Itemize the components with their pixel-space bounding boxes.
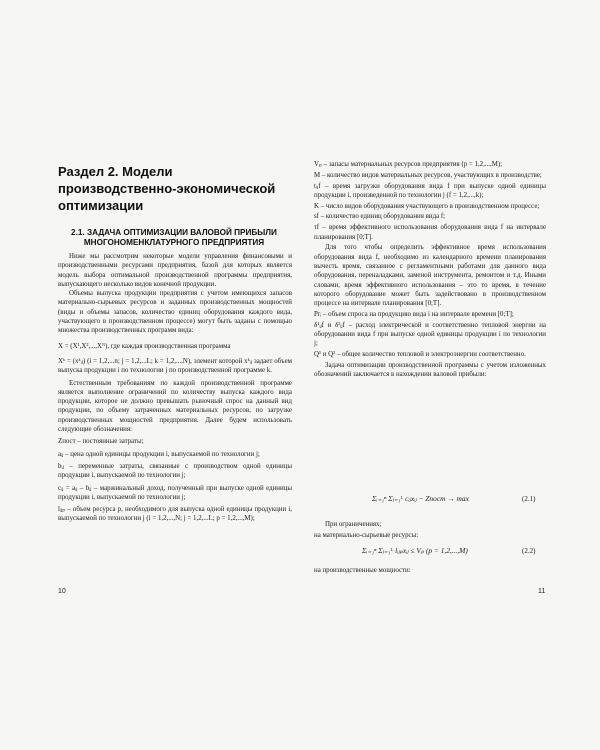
equation-number-2-2: (2.2): [522, 547, 536, 555]
right-text-block: [314, 160, 546, 381]
left-text-block: [58, 252, 292, 524]
constraints-material: на материально-сырьевые ресурсы:: [314, 531, 419, 539]
constraints-block: [314, 520, 546, 542]
definition-tau: τf – время эффективного использования оборудования вида f на интервале планирования [0;T].: [314, 224, 546, 241]
subsection-title: 2.1. ЗАДАЧА ОПТИМИЗАЦИИ ВАЛОВОЙ ПРИБЫЛИ МНОГОНОМЕНКЛАТУРНОГО ПРЕДПРИЯТИЯ: [71, 228, 277, 247]
definition-b: bᵢⱼ – переменные затраты, связанные с производством одной единицы продукции i, выпускаемой по технологии j;: [58, 462, 292, 480]
capacity-block: [314, 566, 546, 577]
definition-pr: Prᵢ – объем спроса на продукцию вида i на интервале времени [0;T];: [314, 310, 514, 318]
formula-x-line: X = (X¹,X²,...,Xᴺ), где каждая производственная программа: [58, 342, 231, 350]
definition-z: Zпост – постоянные затраты;: [58, 438, 144, 446]
formula-2-1: Σᵢ₌₁ⁿ Σⱼ₌₁ᴸ cᵢⱼxᵢⱼ − Zпост → max: [372, 494, 469, 503]
equation-number-2-1: (2.1): [522, 495, 536, 503]
definition-a: aᵢⱼ – цена одной единицы продукции i, выпускаемой по технологии j;: [58, 450, 260, 458]
definition-s: sf – количество единиц оборудования вида f;: [314, 213, 446, 221]
formula-2-2: Σᵢ₌₁ⁿ Σⱼ₌₁ᴸ lᵢⱼₚxᵢⱼ ≤ Vₚ (p = 1,2,...,M): [362, 546, 468, 555]
definition-delta: δ¹ᵢⱼf и δ²ᵢⱼf – расход электрической и соответственно тепловой энергии на оборудовании вида f при выпуске одной единицы продукции i по технологии j;: [314, 321, 546, 348]
paragraph-effective-time: Для того чтобы определить эффективное время использования оборудования вида f, необходимо из календарного времени планирования вычесть время, связанное с регламентными работами для данного вида оборудования, переналадками, заменой инструмента, ремонтом и т.д. Иными словами, время эффективного использования – это то время, в течение которого оборудование может быть задействовано в производственном процессе на интервале планирования [0;T].: [314, 244, 546, 308]
section-title: Раздел 2. Модели производственно-экономической оптимизации: [58, 164, 276, 213]
paragraph-requirements: Естественным требованиям по каждой производственной программе является выполнение ограничений по количеству выпуска каждого вида продукции, которое не должно превышать рыночный спрос на данный вид продукции, по объему затраченных материальных ресурсов, по загрузке производственных мощностей предприятия. Далее будем использовать следующие обозначения:: [58, 379, 292, 434]
paragraph-intro: Ниже мы рассмотрим некоторые модели управления финансовыми и производственными ресурсами предприятия, базой для которых является модель выбора оптимальной производственной программы предприятия, выпускающего несколько видов конечной продукции.: [58, 253, 292, 288]
scan-mark: ·: [548, 186, 550, 191]
definition-v: Vₚ – запасы материальных ресурсов предприятия (p = 1,2,...,M);: [314, 161, 503, 168]
definition-l: lᵢⱼₚ – объем ресурса p, необходимого для выпуска одной единицы продукции i, выпускаемой по технологии j (i = 1,2,...,N; j = 1,2,...L; p = 1,2,...,M);: [58, 506, 292, 523]
definition-q: Q¹ и Q² – общее количество тепловой и электроэнергии соответственно.: [314, 351, 526, 359]
constraints-intro: При ограничениях;: [325, 521, 382, 528]
definition-k: K – число видов оборудования участвующего в производственном процессе;: [314, 202, 540, 210]
definition-m: M – количество видов материальных ресурсов, участвующих в производстве;: [314, 171, 542, 179]
page-number-left: 10: [58, 588, 66, 595]
constraints-capacity: на производственные мощности:: [314, 567, 411, 574]
definition-t: tᵢⱼf – время загрузки оборудования вида f при выпуске одной единицы продукции i, произведенной по технологии j (f = 1,2,...,k);: [314, 182, 546, 199]
paragraph-volumes: Объемы выпуска продукции предприятия с учетом имеющихся запасов материально-сырьевых ресурсов и заданных производственных мощностей (виды и объемы запасов, количество единиц оборудования каждого вида, участвующего в производственном процессе) могут быть заданы с помощью множества производственных программ вида:: [58, 290, 292, 335]
page-number-right: 11: [538, 588, 546, 595]
definition-c: cᵢⱼ = aᵢⱼ – bᵢⱼ – маржинальный доход, полученный при выпуске одной единицы продукции i, выпускаемой по технологии j;: [58, 484, 292, 501]
paragraph-task: Задача оптимизации производственной программы с учетом изложенных обозначений заключается в нахождении валовой прибыли:: [314, 361, 546, 379]
formula-xk-line: Xᵏ = (xᵏᵢⱼ) (i = 1,2,...n; j = 1,2,...L; k = 1,2,...,N), элемент которой xᵏᵢⱼ задает объем выпуска продукции i по технологии j по производственной программе k.: [58, 357, 292, 375]
